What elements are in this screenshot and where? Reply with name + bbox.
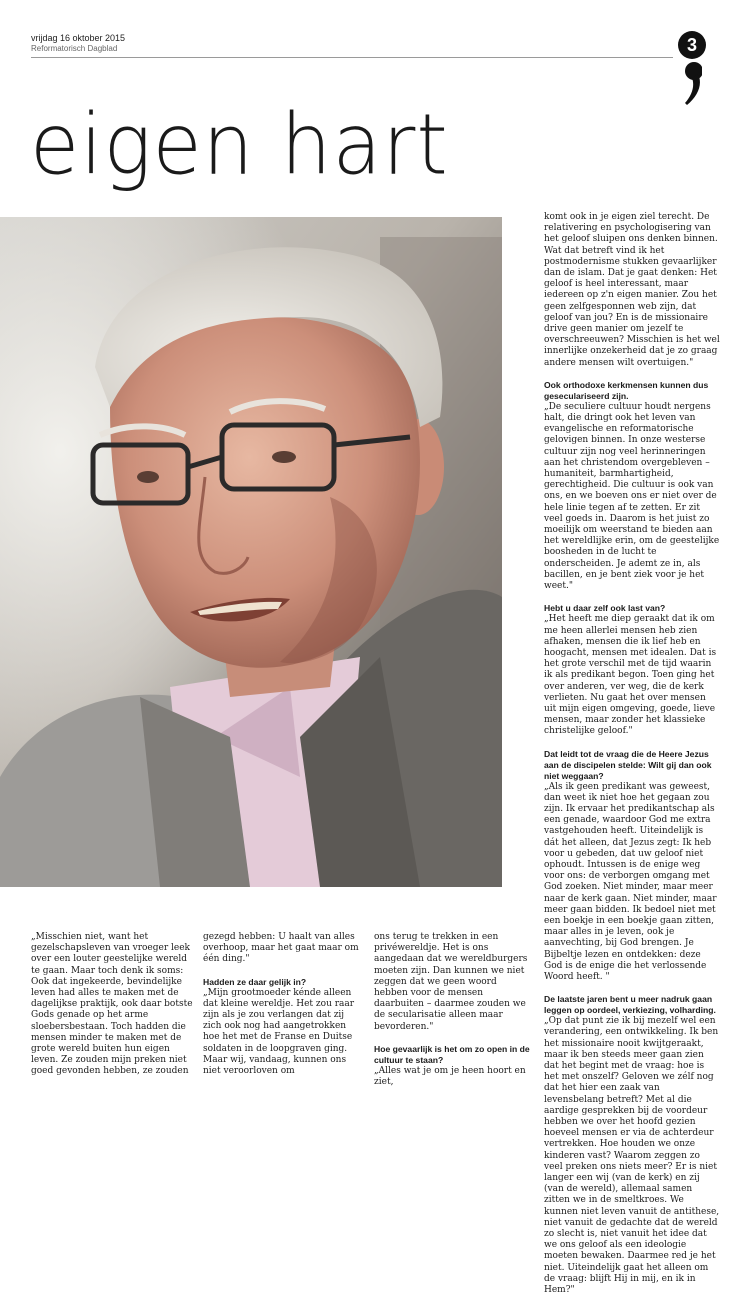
answer-3: „Als ik geen predikant was geweest, dan weet ik niet hoe het gegaan zou zijn. Ik ervaar het predikantschap als een genade, waardoor God me extra vastgehouden heeft. Uiteindelijk is dát het alleen, dat Jezus zegt: Ik heb voor u gebeden, dat uw geloof niet ophoudt. Intussen is de enige weg voor ons: de verborgen omgang met God zoeken. Niet minder, maar meer naar de kerk gaan. Niet minder, maar meer gaan bidden. Ik bedoel niet met een boekje in een boekje gaan zitten, maar alles in je leven, ook je aanvechting, bij God brengen. Je Bijbeltje lezen en ontdekken: deze God is de enige die het verlossende Woord heeft. " bbox=[544, 781, 717, 982]
answer-4: „Op dat punt zie ik bij mezelf wel een verandering, een ontwikkeling. Ik ben het missionaire nooit kwijtgeraakt, maar ik ben steeds meer gaan zien dat het begint met de vraag: hoe is het met onszelf? Geloven we zélf nog dat het hier een zaak van levensbelang betreft? Met al die aardige gesprekken bij de voordeur hebben we over het hoofd gezien hoeveel mensen er via de achterdeur vertrekken. Hoe houden we onze kinderen vast? Waarom zeggen zo veel preken ons niets meer? Er is niet langer een wij (van de kerk) en zij (van de wereld), allemaal samen zitten we in de smeltkroes. We kunnen niet leven vanuit de antithese, niet vanuit de gedachte dat de wereld zo slecht is, niet vanuit het idee dat we ons geloof als een ideologie moeten bewaken. Daarmee red je het niet. Uiteindelijk gaat het alleen om de vraag: blijft Hij in mij, en ik in Hem?" bbox=[544, 1016, 720, 1296]
question-1: Ook orthodoxe kerkmensen kunnen dus geseculariseerd zijn. bbox=[544, 379, 709, 401]
answer-1: „De seculiere cultuur houdt nergens halt, die dringt ook het leven van evangelische en reformatorische gelovigen binnen. In onze westerse cultuur zijn nog veel herinneringen aan het christendom overgebleven – humaniteit, barmhartigheid, gerechtigheid. Die cultuur is ook van ons, en we boeven ons er niet over de hele linie tegen af te zetten. Er zit veel goeds in. Daarom is het juist zo moeilijk om weerstand te bieden aan het wereldlijke erin, om de geestelijke boosheden in de lucht te onderscheiden. Je ademt ze in, als bacillen, en je bent ziek voor je het weet." bbox=[544, 401, 720, 592]
answer-2: „Het heeft me diep geraakt dat ik om me heen allerlei mensen heb zien afhaken, mensen die ik lief heb en hoogacht, mensen met idealen. Dat is het grote verschil met de tijd waarin ik als predikant begon. Toen ging het over anderen, ver weg, die de kerk verlieten. Nu gaat het over mensen uit mijn eigen omgeving, goede, lieve mensen, maar zonder het klassieke christelijke geloof." bbox=[544, 614, 717, 737]
issue-date: vrijdag 16 oktober 2015 bbox=[31, 33, 126, 43]
bottom-question-1: Hadden ze daar gelijk in? bbox=[203, 976, 307, 987]
headline: eigen hart bbox=[30, 96, 449, 194]
question-3: Dat leidt tot de vraag die de Heere Jezus aan de discipelen stelde: Wilt gij dan ook niet weggaan? bbox=[544, 748, 712, 781]
header-rule bbox=[31, 57, 673, 58]
bottom-column-1-text: „Misschien niet, want het gezelschapsleven van vroeger leek over een louter geestelijke wereld te gaan. Maar toch denk ik soms: Ook dat ingekeerde, bevindelijke leven had alles te maken met de dagelijkse praktijk, ook daar botste Gods genade op het arme sloebersbestaan. Toch hadden die mensen minder te maken met de grote wereld buiten hun eigen leven. Ze zouden mijn preken niet goed gevonden hebben, ze zouden bbox=[31, 932, 193, 1077]
publication-name: Reformatorisch Dagblad bbox=[31, 44, 118, 53]
bottom-column-1 bbox=[31, 932, 196, 1078]
comma-logo-icon bbox=[684, 60, 702, 106]
right-column bbox=[544, 212, 720, 1296]
right-column-intro: komt ook in je eigen ziel terecht. De relativering en psychologisering van het geloof sluipen ons denken binnen. Wat dat betreft vind ik het postmodernisme stukken gevaarlijker dan de islam. Dat je gaat denken: Het geloof is heel interessant, maar iedereen op z'n eigen manier. Zou het geen zelfgesponnen web zijn, dat geloof van jou? En is de missionaire drive geen manier om jezelf te overschreeuwen? Misschien is het wel innerlijke onzekerheid dat je zo graag andere mensen wilt overtuigen." bbox=[544, 212, 720, 368]
bottom-answer-1: „Mijn grootmoeder kénde alleen dat kleine wereldje. Het zou raar zijn als je zou verlangen dat zij zich ook nog had aangetrokken hoe het met de Franse en Duitse soldaten in de loopgraven ging. Maar wij, vandaag, kunnen ons niet veroorloven om bbox=[203, 987, 355, 1077]
question-2: Hebt u daar zelf ook last van? bbox=[544, 603, 666, 614]
masthead bbox=[31, 33, 671, 53]
page-number: 3 bbox=[678, 31, 706, 59]
bottom-column-2 bbox=[203, 932, 363, 1077]
bottom-answer-2: „Alles wat je om je heen hoort en ziet, bbox=[374, 1065, 526, 1088]
bottom-question-2: Hoe gevaarlijk is het om zo open in de cultuur te staan? bbox=[374, 1043, 530, 1065]
portrait-photo bbox=[0, 217, 502, 887]
bottom-column-3 bbox=[374, 932, 532, 1088]
bottom-column-3-lead: ons terug te trekken in een privéwereldje. Het is ons aangedaan dat we wereldburgers moeten zijn. Dan kunnen we niet zeggen dat we geen woord hebben voor de mensen daarbuiten – daarmee zouden we de secularisatie alleen maar bevorderen." bbox=[374, 932, 528, 1032]
question-4: De laatste jaren bent u meer nadruk gaan leggen op oordeel, verkiezing, volharding. bbox=[544, 994, 716, 1016]
bottom-column-2-lead: gezegd hebben: U haalt van alles overhoop, maar het gaat maar om één ding." bbox=[203, 932, 359, 965]
